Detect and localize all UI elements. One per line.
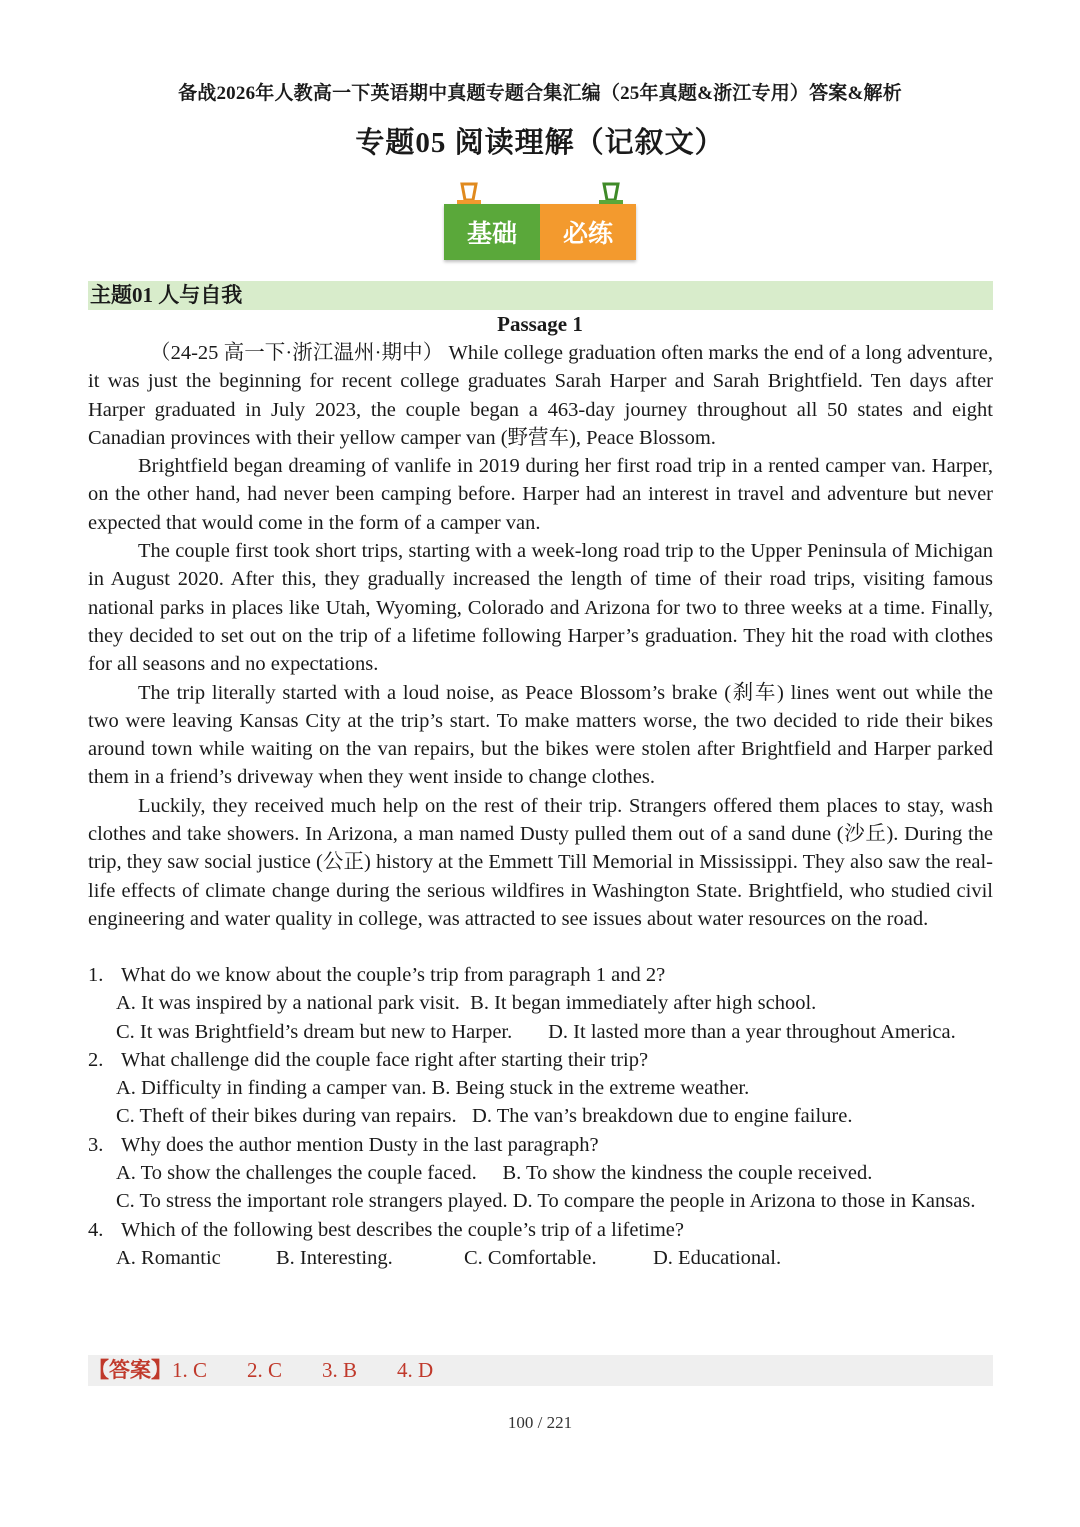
question-number: 4. — [88, 1218, 104, 1241]
question-number: 2. — [88, 1048, 104, 1071]
paragraph: Luckily, they received much help on the rest of their trip. Strangers offered them places to stay, wash clothes and take showers. In Arizona, a man named Dusty pulled them out of a sand dune (沙丘). During the trip, they saw social justice (公正) history at the Emmett Till Memorial in Mississippi. They also saw the real-life effects of climate change during the serious wildfires in Washington State. Brightfield, who studied civil engineering and water quality in college, was attracted to see issues about water resources on the road. — [88, 794, 993, 930]
page-number: 100 / 221 — [507, 1413, 573, 1432]
answer-label: 【答案】 — [88, 1358, 172, 1382]
paragraph: （24-25 高一下·浙江温州·期中） While college graduation often marks the end of a long adventure, it was just the beginning for recent college graduates Sarah Harper and Sarah Brightfield. Ten days after Harper graduated in July 2023, the couple began a 463-day journey throughout all 50 states and eight Canadian provinces with their yellow camper van (野营车), Peace Blossom. — [88, 342, 993, 449]
option: C. It was Brightfield’s dream but new to Harper. — [116, 1020, 513, 1043]
passage-title: Passage 1 — [497, 312, 583, 336]
answer-item: 2. C — [247, 1358, 283, 1382]
badge-label-right: 必练 — [540, 204, 636, 260]
question-item — [88, 961, 993, 1046]
section-badge — [440, 180, 640, 264]
answer-key — [88, 1355, 993, 1386]
question-number: 3. — [88, 1133, 104, 1156]
question-stem: Why does the author mention Dusty in the last paragraph? — [121, 1133, 599, 1156]
question-stem: What do we know about the couple’s trip from paragraph 1 and 2? — [121, 964, 666, 986]
option: C. To stress the important role strangers played. — [116, 1190, 508, 1213]
paragraph: The trip literally started with a loud noise, as Peace Blossom’s brake (刹车) lines went out while the two were leaving Kansas City at the trip’s start. To make matters worse, the two decided to ride their bikes around town while waiting on the van repairs, but the bikes were stolen after Brightfield and Harper parked them in a friend’s driveway when they went inside to change clothes. — [88, 681, 993, 789]
option: D. Educational. — [653, 1246, 782, 1269]
option: B. To show the kindness the couple received. — [502, 1162, 873, 1185]
option: B. It began immediately after high school. — [470, 992, 817, 1015]
option: A. To show the challenges the couple faced. — [116, 1162, 477, 1185]
answer-item: 1. C — [172, 1358, 208, 1382]
question-item — [88, 1216, 993, 1273]
option: C. Comfortable. — [464, 1246, 597, 1269]
question-number: 1. — [88, 964, 104, 986]
badge-label-left: 基础 — [444, 204, 540, 260]
question-list — [88, 961, 993, 1272]
question-item — [88, 1131, 993, 1216]
option: C. Theft of their bikes during van repairs. — [116, 1105, 457, 1128]
question-stem: Which of the following best describes the couple’s trip of a lifetime? — [121, 1218, 685, 1241]
option: A. Difficulty in finding a camper van. — [116, 1077, 427, 1100]
option: B. Being stuck in the extreme weather. — [431, 1077, 750, 1100]
option: D. The van’s breakdown due to engine failure. — [472, 1105, 853, 1128]
paragraph: Brightfield began dreaming of vanlife in 2019 during her first road trip in a rented camper van. Harper, on the other hand, had never been camping before. Harper had an interest in travel and adventure but never expected that would come in the form of a camper van. — [88, 455, 993, 534]
page-title: 专题05 阅读理解（记叙文） — [355, 127, 725, 159]
passage-body — [88, 339, 993, 933]
answer-item: 3. B — [322, 1358, 358, 1382]
document-header: 备战2026年人教高一下英语期中真题专题合集汇编（25年真题&浙江专用）答案&解析 — [178, 83, 902, 104]
option: D. It lasted more than a year throughout America. — [548, 1020, 956, 1043]
answer-item: 4. D — [397, 1358, 434, 1382]
option: A. Romantic — [116, 1246, 221, 1269]
option: D. To compare the people in Arizona to those in Kansas. — [512, 1190, 976, 1213]
question-stem: What challenge did the couple face right after starting their trip? — [121, 1048, 649, 1071]
question-item — [88, 1046, 993, 1131]
theme-heading: 主题01 人与自我 — [88, 281, 993, 310]
option: B. Interesting. — [276, 1246, 393, 1269]
paragraph: The couple first took short trips, starting with a week-long road trip to the Upper Peninsula of Michigan in August 2020. After this, they gradually increased the length of time of their road trips, visiting famous national parks in places like Utah, Wyoming, Colorado and Arizona for two to three weeks at a time. Finally, they decided to set out on the trip of a lifetime following Harper’s graduation. They hit the road with clothes for all seasons and no expectations. — [88, 540, 993, 676]
option: A. It was inspired by a national park visit. — [116, 992, 460, 1015]
